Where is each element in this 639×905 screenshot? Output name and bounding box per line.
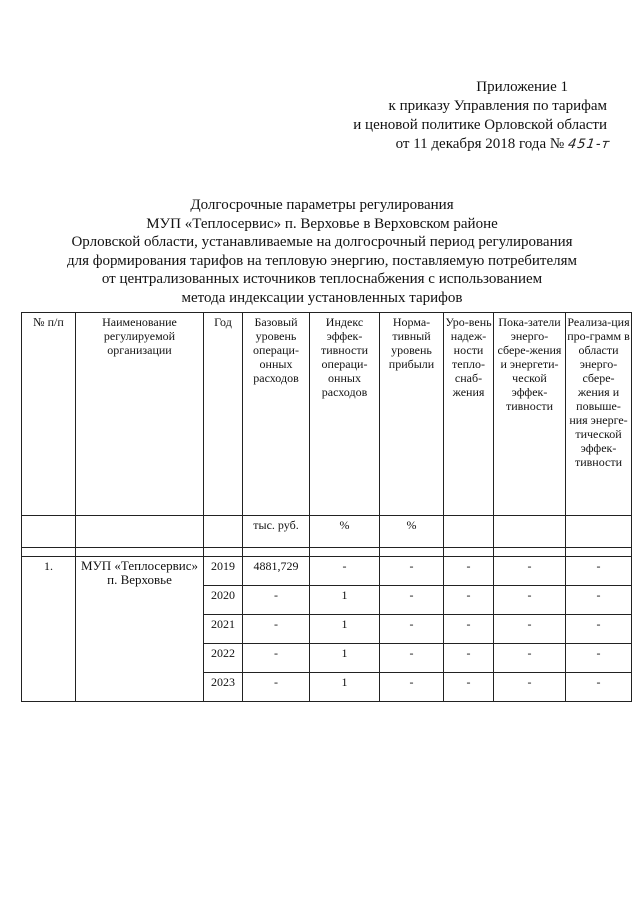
document-title — [20, 196, 624, 307]
appendix-date-line — [353, 135, 610, 154]
value-cell: - — [444, 586, 494, 615]
year-cell: 2023 — [204, 673, 243, 702]
value-cell: 1 — [310, 615, 380, 644]
header-cell-reliability: Уро-вень надеж-ности тепло-снаб-жения — [444, 313, 494, 516]
value-cell: - — [380, 673, 444, 702]
value-cell: - — [380, 586, 444, 615]
year-cell: 2022 — [204, 644, 243, 673]
value-cell: - — [380, 644, 444, 673]
handwritten-order-number: 451-т — [566, 137, 612, 152]
value-cell: 1 — [310, 586, 380, 615]
table-header-row — [22, 313, 632, 516]
value-cell: - — [243, 673, 310, 702]
value-cell: - — [243, 586, 310, 615]
value-cell: - — [566, 644, 632, 673]
header-cell-program: Реализа-ция про-грамм в области энерго-сбере-жения и повыше-ния энерге-тической эффек-тивности — [566, 313, 632, 516]
appendix-header — [353, 78, 610, 154]
units-cell — [494, 516, 566, 548]
value-cell: - — [310, 557, 380, 586]
value-cell: - — [494, 586, 566, 615]
value-cell: - — [494, 615, 566, 644]
table-row — [22, 557, 632, 586]
appendix-title: Приложение 1 — [476, 79, 568, 95]
title-line: МУП «Теплосервис» п. Верховье в Верховском районе — [146, 215, 498, 232]
units-cell: тыс. руб. — [243, 516, 310, 548]
value-cell: 1 — [310, 644, 380, 673]
value-cell: - — [566, 615, 632, 644]
units-cell — [22, 516, 76, 548]
value-cell: - — [494, 673, 566, 702]
units-cell: % — [310, 516, 380, 548]
table-gap-row — [22, 548, 632, 557]
header-cell-energy-saving: Пока-затели энерго-сбере-жения и энергети-ческой эффек-тивности — [494, 313, 566, 516]
header-cell-number: № п/п — [22, 313, 76, 516]
title-line: Долгосрочные параметры регулирования — [190, 197, 454, 213]
header-cell-year: Год — [204, 313, 243, 516]
organization-cell: МУП «Теплосервис» п. Верховье — [76, 557, 204, 702]
header-cell-base-opex: Базовый уровень операци-онных расходов — [243, 313, 310, 516]
year-cell: 2019 — [204, 557, 243, 586]
appendix-order-ref: к приказу Управления по тарифам — [388, 98, 607, 114]
units-cell — [444, 516, 494, 548]
units-cell: % — [380, 516, 444, 548]
value-cell: - — [380, 615, 444, 644]
value-cell: - — [243, 644, 310, 673]
units-cell — [76, 516, 204, 548]
value-cell: - — [444, 615, 494, 644]
value-cell: - — [566, 557, 632, 586]
title-line: метода индексации установленных тарифов — [181, 289, 463, 306]
value-cell: - — [444, 673, 494, 702]
table-units-row — [22, 516, 632, 548]
row-number-cell: 1. — [22, 557, 76, 702]
value-cell: - — [566, 586, 632, 615]
title-line: Орловской области, устанавливаемые на долгосрочный период регулирования — [71, 234, 573, 250]
value-cell: 4881,729 — [243, 557, 310, 586]
value-cell: - — [444, 557, 494, 586]
value-cell: - — [444, 644, 494, 673]
value-cell: - — [494, 557, 566, 586]
appendix-order-ref-2: и ценовой политике Орловской области — [353, 117, 607, 133]
value-cell: - — [566, 673, 632, 702]
appendix-date: от 11 декабря 2018 года № — [395, 136, 565, 152]
regulation-parameters-table — [21, 312, 632, 702]
title-line: для формирования тарифов на тепловую энергию, поставляемую потребителям — [67, 252, 577, 269]
title-line: от централизованных источников теплоснабжения с использованием — [101, 271, 543, 287]
header-cell-efficiency-index: Индекс эффек-тивности операци-онных расходов — [310, 313, 380, 516]
value-cell: - — [243, 615, 310, 644]
value-cell: - — [494, 644, 566, 673]
value-cell: - — [380, 557, 444, 586]
value-cell: 1 — [310, 673, 380, 702]
year-cell: 2020 — [204, 586, 243, 615]
units-cell — [566, 516, 632, 548]
year-cell: 2021 — [204, 615, 243, 644]
units-cell — [204, 516, 243, 548]
header-cell-organization: Наименование регулируемой организации — [76, 313, 204, 516]
header-cell-profit-level: Норма-тивный уровень прибыли — [380, 313, 444, 516]
